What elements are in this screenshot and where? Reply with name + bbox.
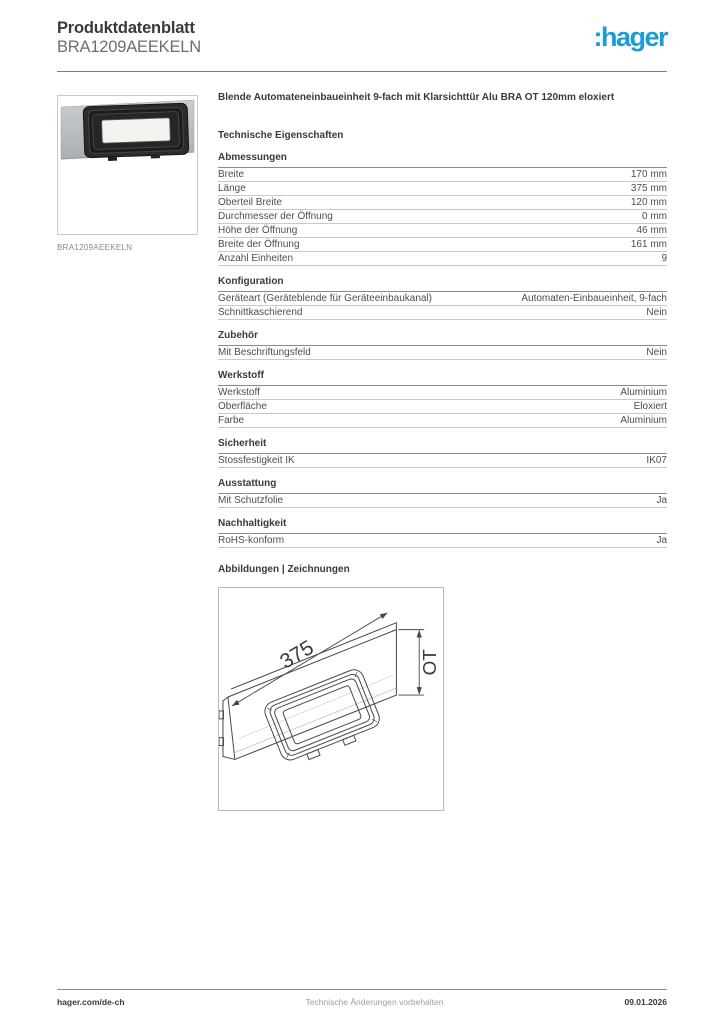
drawings-heading: Abbildungen | Zeichnungen — [218, 564, 350, 575]
footer-date: 09.01.2026 — [624, 997, 667, 1007]
spec-row — [218, 400, 667, 414]
spec-label: Länge — [218, 183, 246, 194]
section-title: Sicherheit — [218, 438, 667, 454]
spec-label: Breite der Öffnung — [218, 239, 300, 250]
footer-url[interactable]: hager.com/de-ch — [57, 997, 125, 1007]
spec-row — [218, 196, 667, 210]
dim-ot-label: OT — [419, 649, 441, 676]
product-ref: BRA1209AEEKELN — [57, 38, 201, 56]
drawing-door-frame — [262, 667, 385, 769]
spec-row — [218, 534, 667, 548]
footer — [57, 997, 667, 1007]
section-title: Abmessungen — [218, 152, 667, 168]
section-title: Ausstattung — [218, 478, 667, 494]
photo-clear-window — [102, 118, 171, 143]
spec-section — [218, 518, 667, 548]
spec-label: RoHS-konform — [218, 535, 285, 546]
footer-notice: Technische Änderungen vorbehalten — [305, 997, 444, 1007]
spec-value: 46 mm — [636, 225, 667, 236]
footer-divider — [57, 989, 667, 990]
spec-label: Anzahl Einheiten — [218, 253, 294, 264]
section-title: Werkstoff — [218, 370, 667, 386]
spec-label: Durchmesser der Öffnung — [218, 211, 333, 222]
spec-label: Oberfläche — [218, 401, 267, 412]
header-divider — [57, 71, 667, 72]
image-caption: BRA1209AEEKELN — [57, 243, 133, 252]
spec-row — [218, 414, 667, 428]
spec-section — [218, 478, 667, 508]
spec-label: Werkstoff — [218, 387, 260, 398]
product-photo — [58, 96, 197, 234]
spec-label: Mit Beschriftungsfeld — [218, 347, 311, 358]
spec-label: Farbe — [218, 415, 245, 426]
product-title: Blende Automateneinbaueinheit 9-fach mit Klarsichttür Alu BRA OT 120mm eloxiert — [218, 92, 615, 103]
spec-section — [218, 330, 667, 360]
spec-value: Ja — [656, 535, 667, 546]
spec-row — [218, 182, 667, 196]
spec-value: 161 mm — [630, 239, 667, 250]
spec-value: Automaten-Einbaueinheit, 9-fach — [521, 293, 667, 304]
spec-label: Breite — [218, 169, 245, 180]
spec-section — [218, 276, 667, 320]
spec-value: Aluminium — [620, 387, 667, 398]
technical-drawing — [219, 588, 443, 810]
tech-properties-heading: Technische Eigenschaften — [218, 130, 344, 141]
spec-row — [218, 494, 667, 508]
hager-logo: :hager — [593, 22, 667, 52]
spec-value: IK07 — [646, 455, 667, 466]
section-title: Zubehör — [218, 330, 667, 346]
section-title: Konfiguration — [218, 276, 667, 292]
spec-sections — [218, 152, 667, 548]
spec-row — [218, 306, 667, 320]
spec-value: Nein — [646, 307, 667, 318]
spec-value: Ja — [656, 495, 667, 506]
spec-value: 120 mm — [630, 197, 667, 208]
spec-row — [218, 224, 667, 238]
spec-label: Schnittkaschierend — [218, 307, 303, 318]
spec-section — [218, 370, 667, 428]
spec-row — [218, 292, 667, 306]
spec-value: 170 mm — [630, 169, 667, 180]
spec-row — [218, 238, 667, 252]
spec-value: 0 mm — [642, 211, 667, 222]
spec-row — [218, 386, 667, 400]
spec-label: Stossfestigkeit IK — [218, 455, 295, 466]
section-title: Nachhaltigkeit — [218, 518, 667, 534]
spec-value: Aluminium — [620, 415, 667, 426]
spec-row — [218, 454, 667, 468]
dim-375-label: 375 — [276, 635, 318, 674]
photo-door-frame — [83, 103, 189, 162]
spec-label: Mit Schutzfolie — [218, 495, 284, 506]
spec-row — [218, 210, 667, 224]
spec-value: Nein — [646, 347, 667, 358]
spec-label: Höhe der Öffnung — [218, 225, 298, 236]
spec-row — [218, 346, 667, 360]
technical-drawing-box — [218, 587, 444, 811]
spec-section — [218, 438, 667, 468]
spec-section — [218, 152, 667, 266]
spec-value: Eloxiert — [633, 401, 667, 412]
spec-value: 9 — [661, 253, 667, 264]
right-column — [218, 92, 667, 811]
spec-value: 375 mm — [630, 183, 667, 194]
doc-title: Produktdatenblatt — [57, 19, 195, 37]
spec-row — [218, 252, 667, 266]
left-column — [57, 95, 200, 252]
product-image-box — [57, 95, 198, 235]
spec-row — [218, 168, 667, 182]
spec-label: Geräteart (Geräteblende für Geräteeinbaukanal) — [218, 293, 433, 304]
header — [57, 19, 667, 57]
spec-label: Oberteil Breite — [218, 197, 282, 208]
